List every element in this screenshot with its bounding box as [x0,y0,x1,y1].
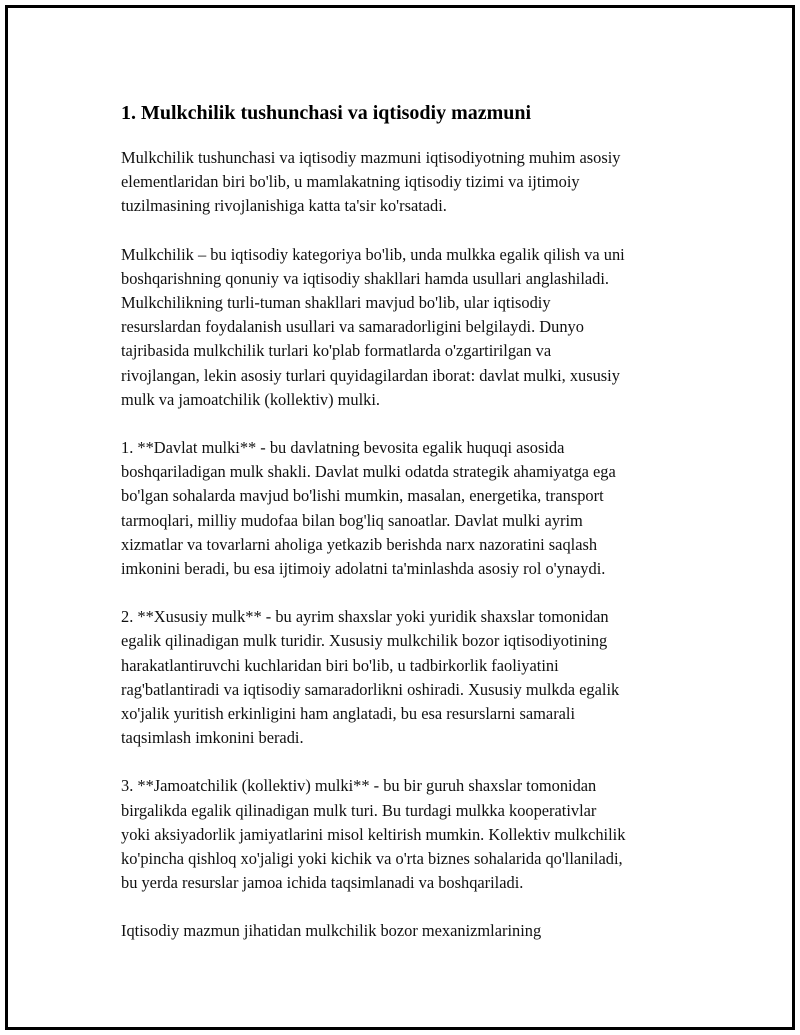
document-title: 1. Mulkchilik tushunchasi va iqtisodiy mazmuni [121,102,532,124]
definition-paragraph: Mulkchilik – bu iqtisodiy kategoriya bo'lib, unda mulkka egalik qilish va uni boshqarishning qonuniy va iqtisodiy shakllari hamda usullari anglashiladi. Mulkchilikning turli-tuman shakllari mavjud bo'lib, ular iqtisodiy resurslardan foydalanish usullari va samaradorligini belgilaydi. Dunyo tajribasida mulkchilik turlari ko'plab formatlarda o'zgartirilgan va rivojlangan, lekin asosiy turlari quyidagilardan iborat: davlat mulki, xususiy mulk va jamoatchilik (kollektiv) mulki. [121,244,625,409]
collective-property-paragraph: 3. **Jamoatchilik (kollektiv) mulki** - bu bir guruh shaxslar tomonidan birgalikda egalik qilinadigan mulk turi. Bu turdagi mulkka kooperativlar yoki aksiyadorlik jamiyatlarini misol keltirish mumkin. Kollektiv mulkchilik ko'pincha qishloq xo'jaligi yoki kichik va o'rta biznes sohalarida qo'llaniladi, bu yerda resurslar jamoa ichida taqsimlanadi va boshqariladi. [121,776,626,893]
intro-paragraph: Mulkchilik tushunchasi va iqtisodiy mazmuni iqtisodiyotning muhim asosiy elementlaridan biri bo'lib, u mamlakatning iqtisodiy tizimi va ijtimoiy tuzilmasining rivojlanishiga katta ta'sir ko'rsatadi. [121,148,621,216]
page-frame [5,5,795,1030]
economic-content-paragraph: Iqtisodiy mazmun jihatidan mulkchilik bozor mexanizmlarining [121,921,542,941]
state-property-paragraph: 1. **Davlat mulki** - bu davlatning bevosita egalik huquqi asosida boshqariladigan mulk shakli. Davlat mulki odatda strategik ahamiyatga ega bo'lgan sohalarda mavjud bo'lishi mumkin, masalan, energetika, transport tarmoqlari, milliy mudofaa bilan bog'liq sanoatlar. Davlat mulki ayrim xizmatlar va tovarlarni aholiga yetkazib berishda narx nazoratini saqlash imkonini beradi, bu esa ijtimoiy adolatni ta'minlashda asosiy rol o'ynaydi. [121,438,616,579]
private-property-paragraph: 2. **Xususiy mulk** - bu ayrim shaxslar yoki yuridik shaxslar tomonidan egalik qilinadigan mulk turidir. Xususiy mulkchilik bozor iqtisodiyotining harakatlantiruvchi kuchlaridan biri bo'lib, u tadbirkorlik faoliyatini rag'batlantiradi va iqtisodiy samaradorlikni oshiradi. Xususiy mulkda egalik xo'jalik yuritish erkinligini ham anglatadi, bu esa resurslarni samarali taqsimlash imkonini beradi. [121,607,620,748]
document-body [121,98,696,968]
